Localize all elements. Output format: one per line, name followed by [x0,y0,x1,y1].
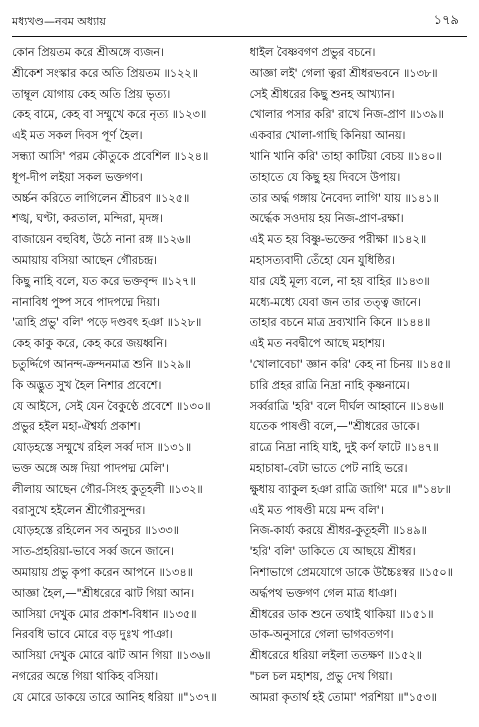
verse-line: ধূপ-দীপ লইয়া সকল ভক্তগণ। [12,169,143,184]
page-header [12,12,467,37]
verse-line: নিশাভাগে প্রেমযোগে ডাকে উচ্চৈঃস্বর ॥১৫০॥ [249,564,453,579]
verse-line: যোড়হস্তে রহিলেন সব অনুচর ॥১৩৩॥ [12,523,179,538]
verse-line: আজ্ঞা হৈল,—"শ্রীধরেরে ঝাট গিয়া আন। [12,585,195,600]
verse-line: ক্ষুধায় ব্যাকুল হঞা রাত্রি জাগি' মরে ॥"১৪৮॥ [249,481,451,496]
verse-line: সন্ধ্যা আসি' পরম কৌতুকে প্রবেশিল ॥১২৪॥ [12,148,209,163]
verse-line: শ্রীধরেরে ধরিয়া লইলা ততক্ষণ ॥১৫২॥ [249,648,423,663]
verse-line: বাজায়েন বহুবিধ, উঠে নানা রঙ্গ ॥১২৬॥ [12,232,191,247]
verse-line: আসিয়া দেখুক মোরে ঝাট আন গিয়া ॥১৩৬॥ [12,648,211,663]
text-columns [12,42,471,719]
verse-line: সাত-প্রহরিয়া-ভাবে সর্ব্ব জনে জানে। [12,544,174,559]
verse-line: মধ্যে-মধ্যে যেবা জন তার তত্ত্ব জানে। [249,294,421,309]
verse-line: মহাসত্যবাদী তেঁহো যেন যুধিষ্ঠির। [249,252,395,267]
verse-line: আসিয়া দেখুক মোর প্রকাশ-বিধান ॥১৩৫॥ [12,606,197,621]
verse-line: যার যেই মূল্য বলে, না হয় বাহির ॥১৪৩॥ [249,273,430,288]
verse-line: 'হরি' বলি' ডাকিতে যে আছয়ে শ্রীধর। [249,544,416,559]
verse-line: তাহাতে যে কিছু হয় দিবসে উপায়। [249,169,401,184]
verse-line: শ্রীধরের ডাক শুনে তথাই থাকিয়া ॥১৫১॥ [249,606,434,621]
verse-line: এই মত নবদ্বীপে আছে মহাশয়। [249,336,385,351]
verse-line: এই মত হয় বিষ্ণু-ভক্তের পরীক্ষা ॥১৪২॥ [249,232,427,247]
running-title: মধ্যখণ্ড—নবম অধ্যায় [12,15,106,28]
verse-line: একবার খোলা-গাছি কিনিয়া আনয়। [249,128,406,143]
verse-line: 'খোলাবেচা' জ্ঞান করি' কেহ না চিনয় ॥১৪৫॥ [249,356,451,371]
verse-line: প্রভুর হইল মহা-ঐশ্বর্য্য প্রকাশ। [12,419,141,434]
verse-line: সেই শ্রীধরের কিছু শুনহ আখ্যান। [249,86,395,101]
verse-line: ভক্ত অঙ্গে অঙ্গ দিয়া পাদপদ্ম মেলি'। [12,460,169,475]
verse-line: যে আইসে, সেই যেন বৈকুণ্ঠে প্রবেশে ॥১৩০॥ [12,398,211,413]
verse-line: নগরের অন্তে গিয়া থাকিহ বসিয়া। [12,668,159,683]
verse-line: অর্দ্ধপথ ভক্তগণ গেল মাত্র ধাঞা। [249,585,397,600]
verse-line: তার অর্দ্ধ গঙ্গায় নৈবেদ্য লাগি' যায় ॥১৪১॥ [249,190,439,205]
verse-line: বরাসুখে হইলেন শ্রীগৌরসুন্দর। [12,502,146,517]
verse-line: এই মত পাষণ্ডী ময়ে মন্দ বলি'। [249,502,384,517]
verse-line: লীলায় আছেন গৌর-সিংহ কুতূহলী ॥১৩২॥ [12,481,203,496]
verse-line: অর্দ্ধেক সওদায় হয় নিজ-প্রাণ-রক্ষা। [249,211,404,226]
verse-line: খোলার পসার করি' রাখে নিজ-প্রাণ ॥১৩৯॥ [249,107,444,122]
verse-line: কোন প্রিয়তম করে শ্রীঅঙ্গে ব্যজন। [12,45,164,59]
verse-line: আজ্ঞা লই' গেলা ত্বরা শ্রীধরভবনে ॥১৩৮॥ [249,65,438,80]
verse-line: নানাবিধ পুষ্প সবে পাদপদ্মে দিয়া। [12,294,160,309]
verse-line: শ্রীকেশ সংস্কার করে অতি প্রিয়তম ॥১২২॥ [12,65,198,80]
verse-line: তাম্বূল যোগায় কেহ অতি প্রিয় ভৃত্য। [12,86,171,101]
verse-line: ডাক-অনুসারে গেলা ভাগবতগণ। [249,627,394,642]
verse-line: চারি প্রহর রাত্রি নিদ্রা নাহি কৃষ্ণনামে। [249,377,410,392]
verse-line: রাত্রে নিদ্রা নাহি যাই, দুই কর্ণ ফাটে ॥১৪৭॥ [249,440,439,455]
verse-line: শঙ্খ, ঘণ্টা, করতাল, মন্দিরা, মৃদঙ্গ। [12,211,163,226]
verse-line: নিরবধি ভাবে মোরে বড় দুঃখ পাঞা। [12,627,173,642]
verse-line: কেহ কাকু করে, কেহ করে জয়ধ্বনি। [12,336,168,351]
left-column [12,42,242,719]
verse-line: অমায়ায় প্রভু কৃপা করেন আপনে ॥১৩৪॥ [12,564,193,579]
verse-line: খানি খানি করি' তাহা কাটিয়া বেচয় ॥১৪০॥ [249,148,442,163]
verse-line: মহাচাষা-বেটা ভাতে পেট নাহি ভরে। [249,460,408,475]
verse-line: নিজ-কার্য্য করয়ে শ্রীধর-কুতূহলী ॥১৪৯॥ [249,523,427,538]
verse-line: চতুর্দ্দিগে আনন্দ-ক্রন্দনমাত্র শুনি ॥১২৯॥ [12,356,191,371]
verse-line: অর্চ্চন করিতে লাগিলেন শ্রীচরণ ॥১২৫॥ [12,190,190,205]
verse-line: যতেক পাষণ্ডী বলে,—"শ্রীধরের ডাকে। [249,419,420,434]
verse-line: ধাইল বৈষ্ণবগণ প্রভুর বচনে। [249,45,376,59]
verse-line: আমরা কৃতার্থ হই তোমা' পরশিয়া ॥"১৫৩॥ [249,689,437,704]
verse-line: তাহার বচনে মাত্র দ্রব্যখানি কিনে ॥১৪৪॥ [249,315,431,330]
verse-line: এই মত সকল দিবস পূর্ণ হৈল। [12,128,143,143]
verse-line: কেহ বামে, কেহ বা সম্মুখে করে নৃত্য ॥১২৩॥ [12,107,207,122]
page-number: ১৭৯ [433,13,459,28]
verse-line: কি অদ্ভুত সুখ হৈল নিশার প্রবেশে। [12,377,162,392]
verse-line: যে মোরে ডাকয়ে তারে আনিহ ধরিয়া ॥"১৩৭॥ [12,689,217,704]
verse-line: কিছু নাহি বলে, যত করে ভক্তবৃন্দ ॥১২৭॥ [12,273,196,288]
verse-line: সর্ব্বরাত্রি 'হরি' বলে দীর্ঘল আহ্বানে ॥১৪৬॥ [249,398,444,413]
verse-line: 'ত্রাহি প্রভু' বলি' পড়ে দণ্ডবৎ হঞা ॥১২৮॥ [12,315,202,330]
right-column [242,42,472,719]
verse-line: "চল চল মহাশয়, প্রভু দেখ গিয়া। [249,668,393,683]
verse-line: যোড়হস্তে সম্মুখে রহিল সর্ব্ব দাস ॥১৩১॥ [12,440,192,455]
verse-line: অমায়ায় বসিয়া আছেন গৌরচন্দ্র। [12,252,158,267]
